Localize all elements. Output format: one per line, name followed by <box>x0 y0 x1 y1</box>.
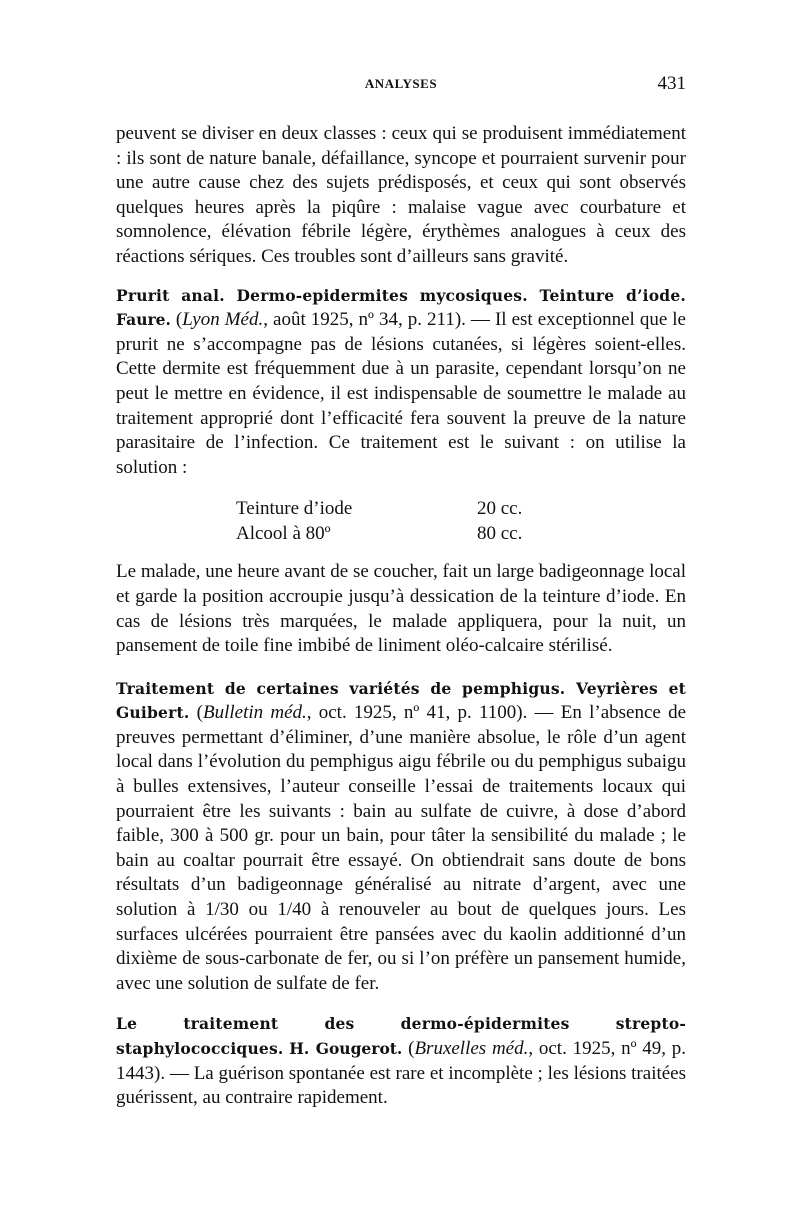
abstract-text: Il est exceptionnel que le prurit ne s’accompagne pas de lésions cutanées, si légères soient-elles. Cette dermite est fréquemment due à un parasite, cependant lorsqu’on ne peut le mettre en évidence, il est indispensable de soumettre le malade au traitement approprié dont l’efficacité fera souvent la preuve de la nature parasitaire de l’infection. Ce traitement est le suivant : on utilise la solution : <box>116 309 686 478</box>
abstract-dermo-epidermites <box>116 1012 686 1110</box>
citation-details: , août 1925, nº 34, p. 211). — <box>263 309 495 331</box>
citation-open: ( <box>170 309 183 331</box>
journal-name: Bruxelles méd. <box>414 1038 529 1059</box>
running-head <box>116 73 686 98</box>
citation-details: , oct. 1925, nº 49, p. 1443). — <box>116 1038 687 1084</box>
abstract-pemphigus <box>116 677 686 997</box>
abstract-paragraph <box>116 1012 686 1110</box>
formula-table <box>116 496 686 546</box>
citation-details: , oct. 1925, nº 41, p. 1100). — <box>306 702 561 724</box>
formula-quantity: 80 cc. <box>477 523 523 545</box>
formula-row <box>116 521 686 546</box>
abstract-author: Faure. <box>116 310 171 330</box>
formula-substance: Alcool à 80º <box>236 523 331 545</box>
abstract-author: H. Gougerot. <box>289 1039 403 1058</box>
abstract-paragraph <box>116 677 686 997</box>
abstract-title: Le traitement des dermo-épidermites strepto-staphylococciques. <box>116 1014 686 1058</box>
abstract-text: En l’absence de preuves permettant d’éliminer, d’une manière absolue, le rôle d’un agent local dans l’évolution du pemphigus aigu fébrile ou du pemphigus subaigu à bulles extensives, l’auteur conseille l’essai de traitements locaux qui pourraient être les suivants : bain au sulfate de cuivre, à dose d’abord faible, 300 à 500 gr. pour un bain, pour tâter la sensibilité du malade ; le bain au coaltar pourrait être essayé. On obtiendrait sans doute de bons résultats d’un badigeonnage généralisé au nitrate d’argent, avec une solution à 1/30 ou 1/40 à renouveler au bout de quelques jours. Les surfaces ulcérées pourraient être pansées avec du kaolin additionné d’un dixième de sous-carbonate de fer, ou si l’on préfère un pansement humide, avec une solution de sulfate de fer. <box>116 702 686 994</box>
abstract-prurit-anal <box>116 284 686 659</box>
journal-name: Lyon Méd. <box>182 309 264 331</box>
running-title: ANALYSES <box>364 76 438 91</box>
formula-quantity: 20 cc. <box>477 498 523 520</box>
body-text <box>116 122 686 1127</box>
abstract-paragraph <box>116 284 686 481</box>
formula-row <box>116 496 686 521</box>
citation-open: ( <box>189 702 203 724</box>
abstract-text: La guérison spontanée est rare et incomplète ; les lésions traitées guérissent, au contraire rapidement. <box>116 1062 687 1109</box>
page-number: 431 <box>657 73 686 94</box>
formula-substance: Teinture d’iode <box>236 498 353 520</box>
citation-open: ( <box>402 1038 415 1059</box>
abstract-title: Traitement de certaines variétés de pemphigus. Veyrières et Guibert. <box>116 678 686 723</box>
abstract-title: Prurit anal. Dermo-epidermites mycosiques. Teinture d’iode. <box>116 285 686 305</box>
journal-name: Bulletin méd. <box>202 702 307 724</box>
intro-paragraph: peuvent se diviser en deux classes : ceux qui se produisent immédiatement : ils sont de nature banale, défaillance, syncope et pourraient survenir pour une autre cause chez des sujets prédisposés, et ceux qui sont observés quelques heures après la piqûre : malaise vague avec courbature et somnolence, élévation fébrile légère, érythèmes analogues à ceux des réactions sériques. Ces troubles sont d’ailleurs sans gravité. <box>116 123 686 267</box>
abstract-text-continued: Le malade, une heure avant de se coucher, fait un large badigeonnage local et garde la position accroupie jusqu’à dessication de la teinture d’iode. En cas de lésions très marquées, le malade appliquera, pour la nuit, un pansement de toile fine imbibé de liniment oléo-calcaire stérilisé. <box>116 561 686 657</box>
